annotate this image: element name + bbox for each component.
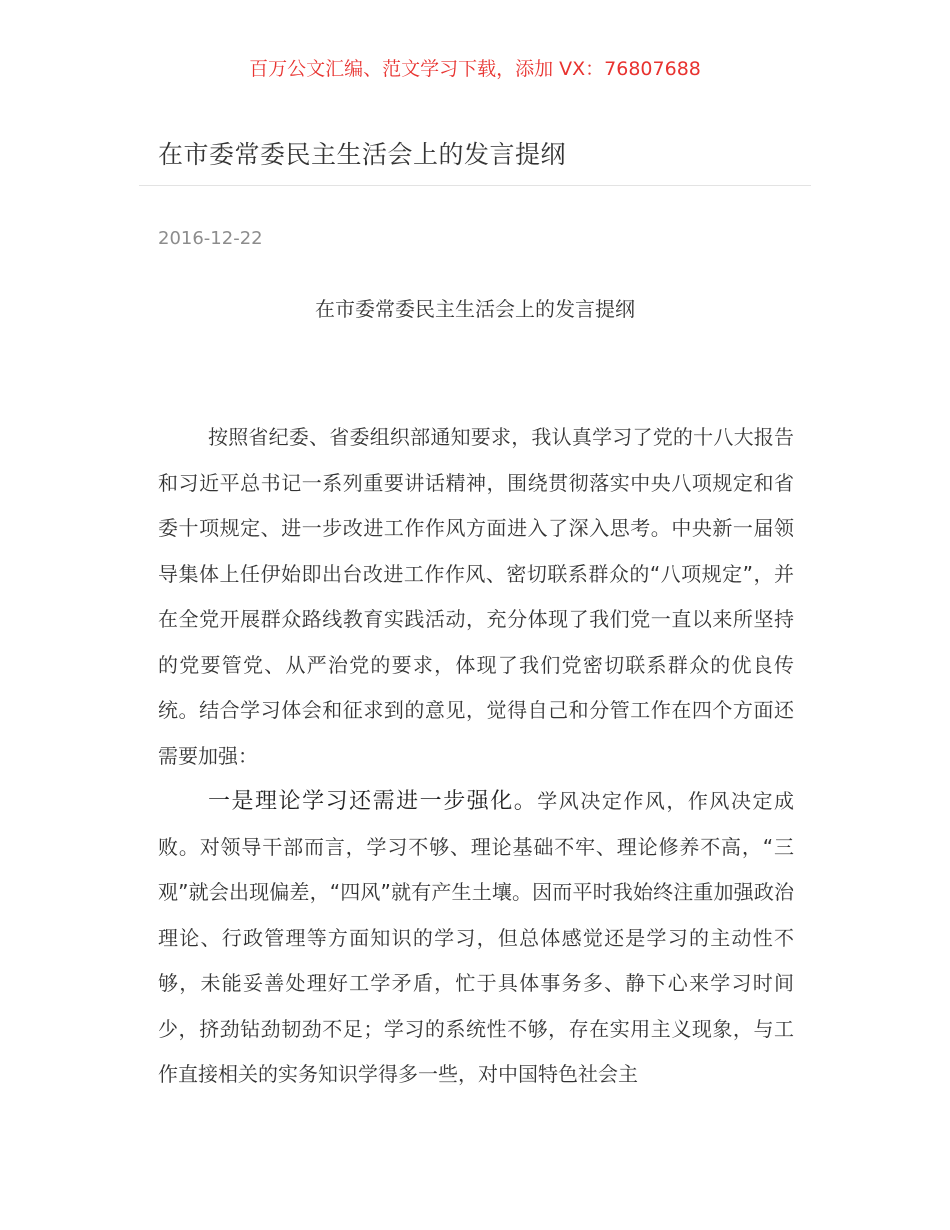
point-one-heading: 一是理论学习还需进一步强化。	[208, 789, 538, 814]
paragraph-intro: 按照省纪委、省委组织部通知要求，我认真学习了党的十八大报告和习近平总书记一系列重要讲话精神，围绕贯彻落实中央八项规定和省委十项规定、进一步改进工作作风方面进入了深入思考。中央新一届领导集体上任伊始即出台改进工作作风、密切联系群众的“八项规定”，并在全党开展群众路线教育实践活动，充分体现了我们党一直以来所坚持的党要管党、从严治党的要求，体现了我们党密切联系群众的优良传统。结合学习体会和征求到的意见，觉得自己和分管工作在四个方面还需要加强：	[158, 425, 794, 768]
point-one-text: 学风决定作风，作风决定成败。对领导干部而言，学习不够、理论基础不牢、理论修养不高，“三观”就会出现偏差，“四风”就有产生土壤。因而平时我始终注重加强政治理论、行政管理等方面知识的学习，但总体感觉还是学习的主动性不够，未能妥善处理好工学矛盾，忙于具体事务多、静下心来学习时间少，挤劲钻劲韧劲不足；学习的系统性不够，存在实用主义现象，与工作直接相关的实务知识学得多一些，对中国特色社会主	[158, 789, 794, 1086]
article-subtitle: 在市委常委民主生活会上的发言提纲	[315, 297, 635, 321]
article-body	[158, 415, 794, 1098]
page-title: 在市委常委民主生活会上的发言提纲	[158, 140, 567, 169]
promo-banner: 百万公文汇编、范文学习下载，添加 VX：76807688	[249, 58, 701, 80]
title-divider	[139, 185, 811, 186]
paragraph-point-one	[158, 779, 794, 1098]
publish-date: 2016-12-22	[158, 228, 263, 249]
